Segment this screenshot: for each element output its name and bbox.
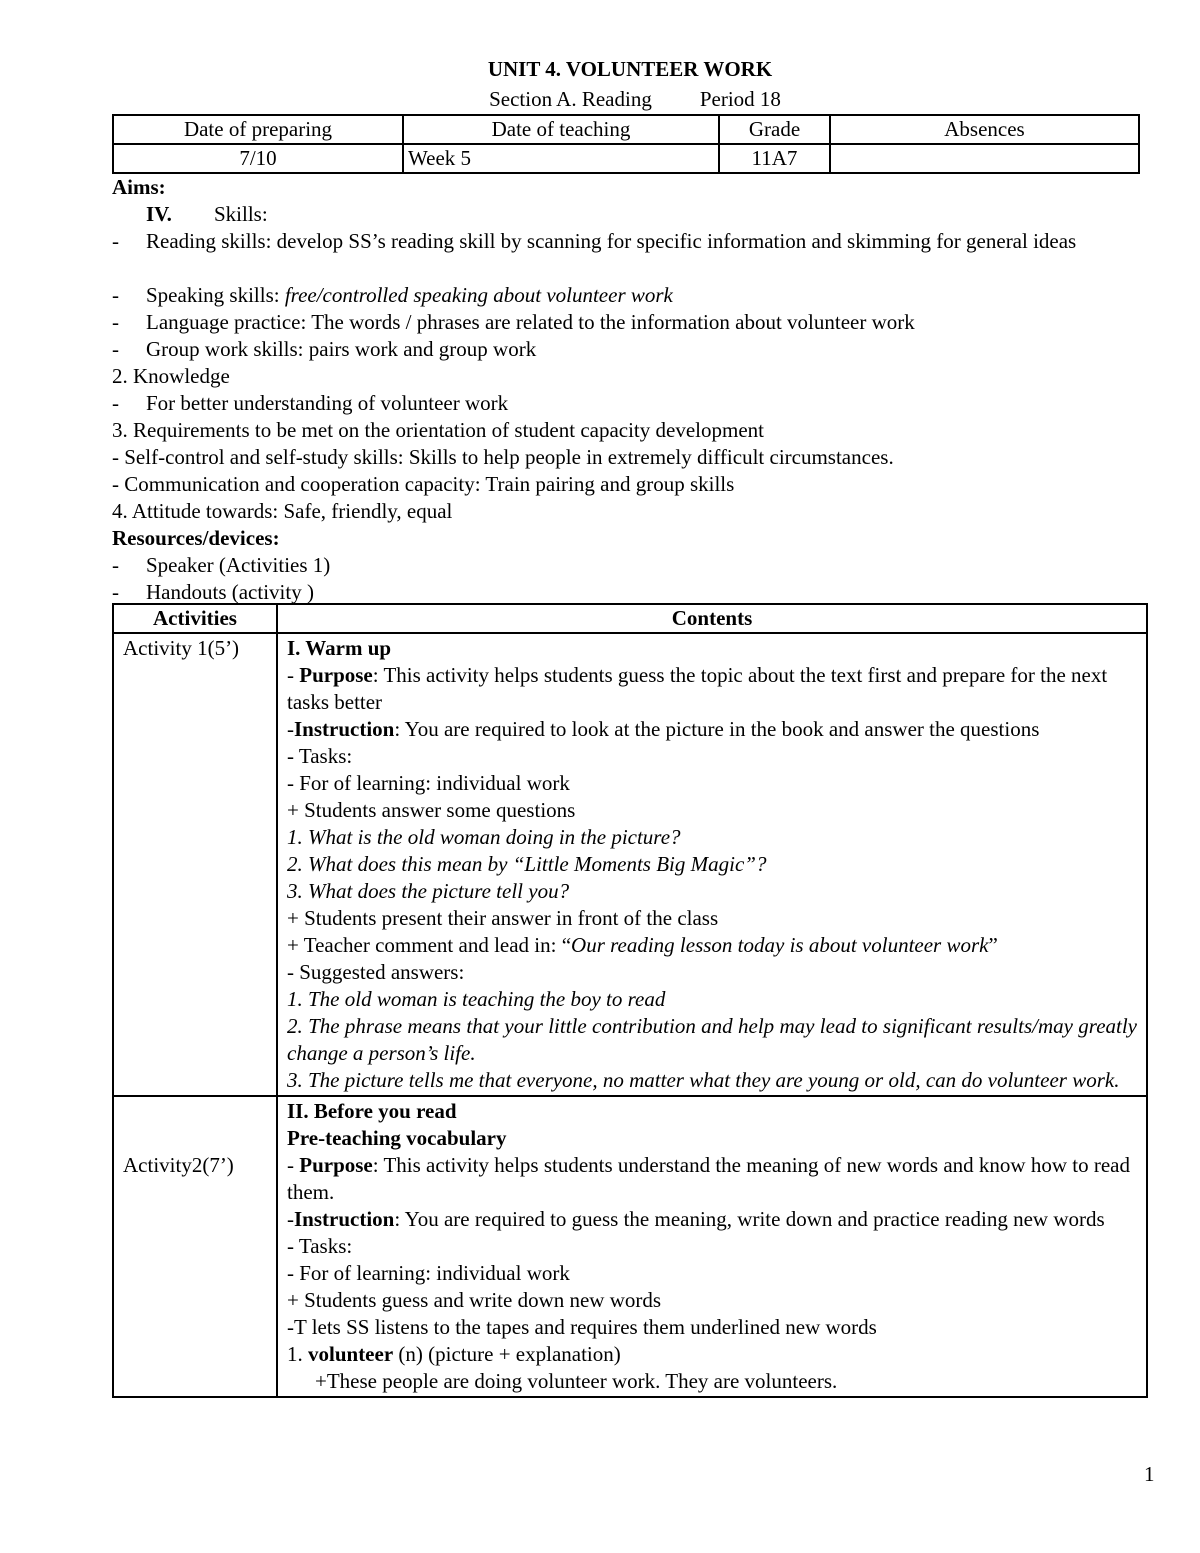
skills-heading	[112, 201, 1156, 228]
skill-text: Group work skills: pairs work and group work	[146, 337, 537, 361]
question-line: 3. What does the picture tell you?	[287, 879, 570, 903]
activities-column-header: Activities	[113, 604, 277, 633]
activities-table	[112, 603, 1148, 1398]
skill-text: Language practice: The words / phrases are related to the information about volunteer work	[146, 310, 915, 334]
resource-item: - Speaker (Activities 1)	[112, 552, 1156, 579]
purpose-line: - Purpose: This activity helps students understand the meaning of new words and know how to read them.	[287, 1153, 1130, 1204]
lesson-meta-table	[112, 114, 1140, 174]
answer-line: 1. The old woman is teaching the boy to read	[287, 987, 666, 1011]
instruction-label: Instruction	[294, 717, 395, 741]
task-line: + Students guess and write down new words	[287, 1288, 662, 1312]
meta-value-cell: Week 5	[403, 144, 719, 173]
meta-header-row	[113, 115, 1139, 144]
knowledge-item: - For better understanding of volunteer work	[112, 390, 1156, 417]
section-label: Section A. Reading	[489, 87, 652, 111]
activity-label-cell	[113, 633, 277, 1096]
activity-label: Activity 1(5’)	[123, 636, 240, 660]
vocab-line	[287, 1341, 1137, 1368]
meta-header-cell: Date of preparing	[113, 115, 403, 144]
teacher-suffix: ”	[988, 933, 998, 957]
activity-heading: I. Warm up	[287, 636, 392, 660]
resource-text: Speaker (Activities 1)	[146, 553, 331, 577]
page-number: 1	[1144, 1462, 1155, 1486]
activity-label: Activity2(7’)	[123, 1153, 234, 1177]
skill-item: - Reading skills: develop SS’s reading skill by scanning for specific information and skimming for general ideas	[112, 228, 1156, 282]
resources-heading: Resources/devices:	[112, 526, 280, 550]
aims-heading: Aims:	[112, 175, 166, 199]
purpose-text: : This activity helps students guess the topic about the text first and prepare for the next tasks better	[287, 663, 1108, 714]
activity-content-cell	[277, 633, 1147, 1096]
skill-text: Speaking skills:	[146, 283, 285, 307]
resource-text: Handouts (activity )	[146, 580, 314, 604]
purpose-text: : This activity helps students understand the meaning of new words and know how to read them.	[287, 1153, 1130, 1204]
page-title: UNIT 4. VOLUNTEER WORK	[487, 57, 773, 81]
instruction-line: -Instruction: You are required to look at the picture in the book and answer the questions	[287, 717, 1040, 741]
skill-text: Reading skills: develop SS’s reading skill by scanning for specific information and skimming for general ideas	[146, 229, 1077, 253]
vocab-word: volunteer	[308, 1342, 394, 1366]
knowledge-heading: 2. Knowledge	[112, 364, 230, 388]
contents-column-header: Contents	[277, 604, 1147, 633]
question-line: 1. What is the old woman doing in the picture?	[287, 825, 681, 849]
teacher-quote: Our reading lesson today is about volunteer work	[571, 933, 989, 957]
suggested-heading: - Suggested answers:	[287, 960, 465, 984]
teacher-line	[287, 932, 1137, 959]
activity-row	[113, 1096, 1147, 1397]
attitude-line: 4. Attitude towards: Safe, friendly, equal	[112, 499, 453, 523]
tasks-line: - Tasks:	[287, 744, 353, 768]
task-line: -T lets SS listens to the tapes and requires them underlined new words	[287, 1315, 877, 1339]
skills-label: Skills:	[214, 202, 268, 226]
activities-header-row	[113, 604, 1147, 633]
skill-item: - Group work skills: pairs work and group work	[112, 336, 1156, 363]
instruction-line: -Instruction: You are required to guess the meaning, write down and practice reading new words	[287, 1207, 1105, 1231]
knowledge-text: For better understanding of volunteer work	[146, 391, 509, 415]
activity-label-cell	[113, 1096, 277, 1397]
purpose-line: - Purpose: This activity helps students guess the topic about the text first and prepare for the next tasks better	[287, 663, 1108, 714]
period-label: Period 18	[699, 87, 781, 111]
vocab-description: (n) (picture + explanation)	[393, 1342, 621, 1366]
vocab-example: +These people are doing volunteer work. They are volunteers.	[315, 1369, 838, 1393]
activity-heading: II. Before you read	[287, 1099, 457, 1123]
page-subtitle	[0, 86, 1200, 113]
meta-header-cell: Date of teaching	[403, 115, 719, 144]
activity-content-cell	[277, 1096, 1147, 1397]
answer-line: 2. The phrase means that your little contribution and help may lead to significant results/may greatly change a person’s life.	[287, 1014, 1137, 1065]
aims-section	[112, 174, 1156, 606]
vocab-number: 1.	[287, 1342, 308, 1366]
activity-subheading: Pre-teaching vocabulary	[287, 1126, 507, 1150]
task-line: + Students answer some questions	[287, 798, 576, 822]
instruction-text: : You are required to guess the meaning, write down and practice reading new words	[394, 1207, 1105, 1231]
resource-item: - Handouts (activity )	[112, 579, 1156, 606]
form-line: - For of learning: individual work	[287, 1261, 570, 1285]
meta-value-cell	[830, 144, 1139, 173]
requirement-item: - Communication and cooperation capacity: Train pairing and group skills	[112, 472, 735, 496]
answer-line: 3. The picture tells me that everyone, no matter what they are young or old, can do volunteer work.	[287, 1068, 1120, 1092]
meta-value-row	[113, 144, 1139, 173]
tasks-line: - Tasks:	[287, 1234, 353, 1258]
instruction-text: : You are required to look at the picture in the book and answer the questions	[394, 717, 1040, 741]
meta-header-cell: Absences	[830, 115, 1139, 144]
requirements-heading: 3. Requirements to be met on the orientation of student capacity development	[112, 418, 764, 442]
meta-header-cell: Grade	[719, 115, 830, 144]
skills-number: IV.	[146, 202, 172, 226]
skill-item: - Speaking skills: free/controlled speaking about volunteer work	[112, 283, 673, 307]
form-line: - For of learning: individual work	[287, 771, 570, 795]
skill-item: - Language practice: The words / phrases are related to the information about volunteer work	[112, 309, 1156, 336]
meta-value-cell: 7/10	[113, 144, 403, 173]
purpose-label: Purpose	[299, 1153, 373, 1177]
question-line: 2. What does this mean by “Little Moments Big Magic”?	[287, 852, 767, 876]
teacher-prefix: + Teacher comment and lead in: “	[287, 933, 572, 957]
requirement-item: - Self-control and self-study skills: Skills to help people in extremely difficult circumstances.	[112, 445, 894, 469]
skill-italic: free/controlled speaking about volunteer work	[284, 283, 673, 307]
activity-row	[113, 633, 1147, 1096]
purpose-label: Purpose	[299, 663, 373, 687]
instruction-label: Instruction	[294, 1207, 395, 1231]
task-line: + Students present their answer in front of the class	[287, 906, 719, 930]
meta-value-cell: 11A7	[719, 144, 830, 173]
